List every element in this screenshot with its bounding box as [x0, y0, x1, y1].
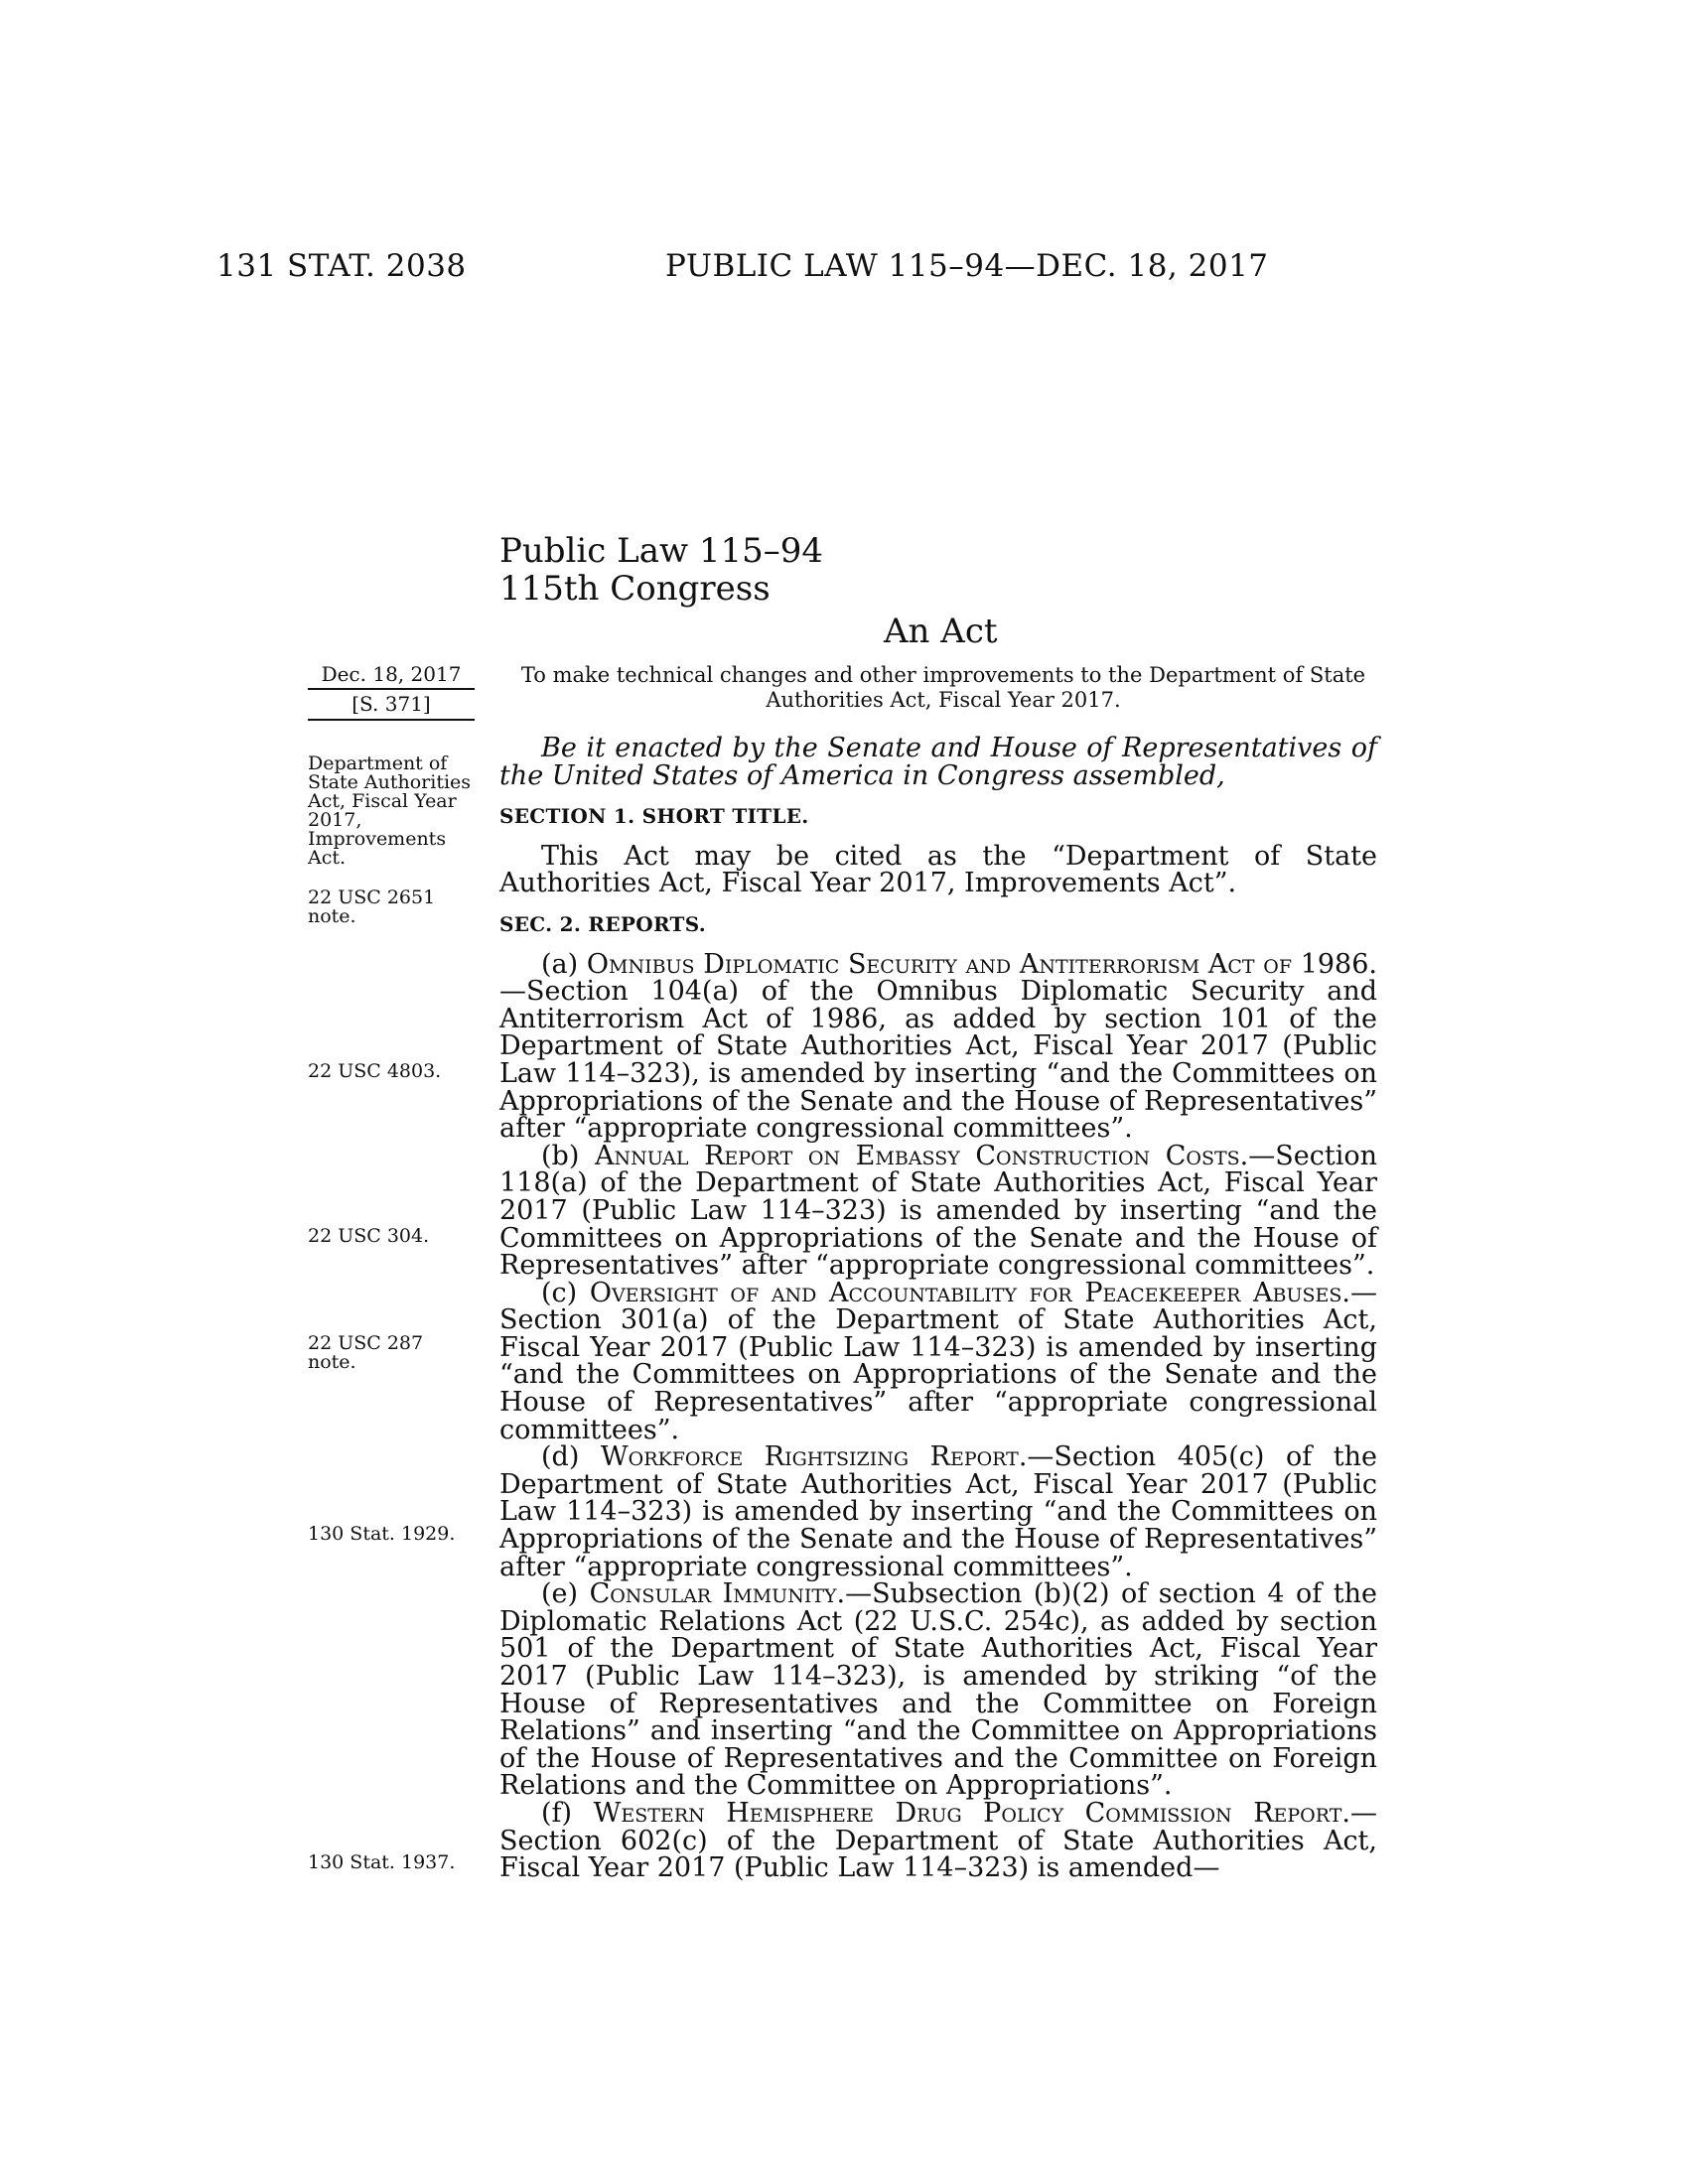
margin-note-short-title: Department of State Authorities Act, Fiscal Year 2017, Improvements Act.	[308, 752, 472, 869]
running-head: PUBLIC LAW 115–94—DEC. 18, 2017	[665, 248, 1269, 284]
paragraph-caption: Consular Immunity.	[589, 1578, 846, 1610]
margin-note-usc-4803: 22 USC 4803.	[308, 1060, 442, 1082]
paragraph-text: —Section 301(a) of the Department of State Authorities Act, Fiscal Year 2017 (Public Law 114–323) is amended by inserting “and the Committees on Appropriations of the Senate and the House of Representatives” after “appropriate congressional committees”.	[499, 1277, 1377, 1445]
paragraph-label: (a)	[541, 948, 587, 980]
margin-note-stat-1937: 130 Stat. 1937.	[308, 1851, 456, 1873]
margin-note-stat-1929: 130 Stat. 1929.	[308, 1523, 456, 1545]
margin-note-usc-2651: 22 USC 2651 note.	[308, 887, 436, 927]
act-heading: An Act	[884, 612, 998, 651]
paragraph-e	[499, 1580, 1377, 1800]
enacting-clause: Be it enacted by the Senate and House of Representatives of the United States of America in Congress assembled,	[499, 733, 1377, 791]
paragraph-d	[499, 1443, 1377, 1580]
paragraph-label: (f)	[541, 1797, 594, 1829]
law-body	[499, 735, 1377, 1882]
congress-number: 115th Congress	[499, 569, 771, 609]
section-2-heading: SEC. 2. REPORTS.	[499, 911, 706, 936]
paragraph-caption: Oversight of and Accountability for Peacekeeper Abuses.	[589, 1277, 1350, 1308]
paragraph-label: (b)	[541, 1140, 595, 1171]
margin-note-usc-287: 22 USC 287 note.	[308, 1332, 424, 1373]
paragraph-text: —Section 405(c) of the Department of State Authorities Act, Fiscal Year 2017 (Public Law 114–323) is amended by inserting “and the Committees on Appropriations of the Senate and the House of Representatives” after “appropriate congressional committees”.	[499, 1441, 1378, 1582]
paragraph-caption: Western Hemisphere Drug Policy Commission Report.	[593, 1797, 1350, 1829]
paragraph-text: —Section 118(a) of the Department of State Authorities Act, Fiscal Year 2017 (Public Law 114–323) is amended by inserting “and the Committees on Appropriations of the Senate and the House of Representatives” after “appropriate congressional committees”.	[499, 1140, 1377, 1282]
paragraph-text: —Subsection (b)(2) of section 4 of the Diplomatic Relations Act (22 U.S.C. 254c), as added by section 501 of the Department of State Authorities Act, Fiscal Year 2017 (Public Law 114–323), is amended by striking “of the House of Representatives and the Committee on Foreign Relations” and inserting “and the Committee on Appropriations of the House of Representatives and the Committee on Foreign Relations and the Committee on Appropriations”.	[499, 1578, 1377, 1802]
margin-note-usc-304: 22 USC 304.	[308, 1225, 430, 1247]
paragraph-label: (d)	[541, 1441, 601, 1473]
paragraph-a	[499, 948, 1377, 1145]
paragraph-label: (e)	[541, 1578, 590, 1610]
date-divider	[308, 688, 475, 690]
paragraph-b	[499, 1140, 1377, 1282]
paragraph-f	[499, 1797, 1377, 1884]
paragraph-caption: Omnibus Diplomatic Security and Antiterrorism Act of 1986.	[586, 948, 1377, 980]
date-bill-box	[308, 663, 475, 721]
paragraph-text: —Section 104(a) of the Omnibus Diplomatic Security and Antiterrorism Act of 1986, as added by section 101 of the Department of State Authorities Act, Fiscal Year 2017 (Public Law 114–323), is amended by inserting “and the Committees on Appropriations of the Senate and the House of Representatives” after “appropriate congressional committees”.	[499, 976, 1377, 1145]
section-1-text: This Act may be cited as the “Department of State Authorities Act, Fiscal Year 2017, Improvements Act”.	[499, 840, 1377, 899]
section-1-heading: SECTION 1. SHORT TITLE.	[499, 804, 809, 829]
paragraph-c	[499, 1277, 1377, 1445]
act-purpose: To make technical changes and other improvements to the Department of State Authorities Act, Fiscal Year 2017.	[520, 663, 1366, 712]
bill-number: [S. 371]	[308, 693, 475, 721]
paragraph-caption: Annual Report on Embassy Construction Costs.	[594, 1140, 1249, 1171]
stat-page-number: 131 STAT. 2038	[216, 248, 467, 284]
enactment-date: Dec. 18, 2017	[321, 662, 462, 686]
public-law-number: Public Law 115–94	[499, 531, 824, 571]
paragraph-text: —Section 602(c) of the Department of State Authorities Act, Fiscal Year 2017 (Public Law 114–323) is amended—	[499, 1797, 1377, 1884]
paragraph-label: (c)	[541, 1277, 590, 1308]
paragraph-caption: Workforce Rightsizing Report.	[600, 1441, 1028, 1473]
